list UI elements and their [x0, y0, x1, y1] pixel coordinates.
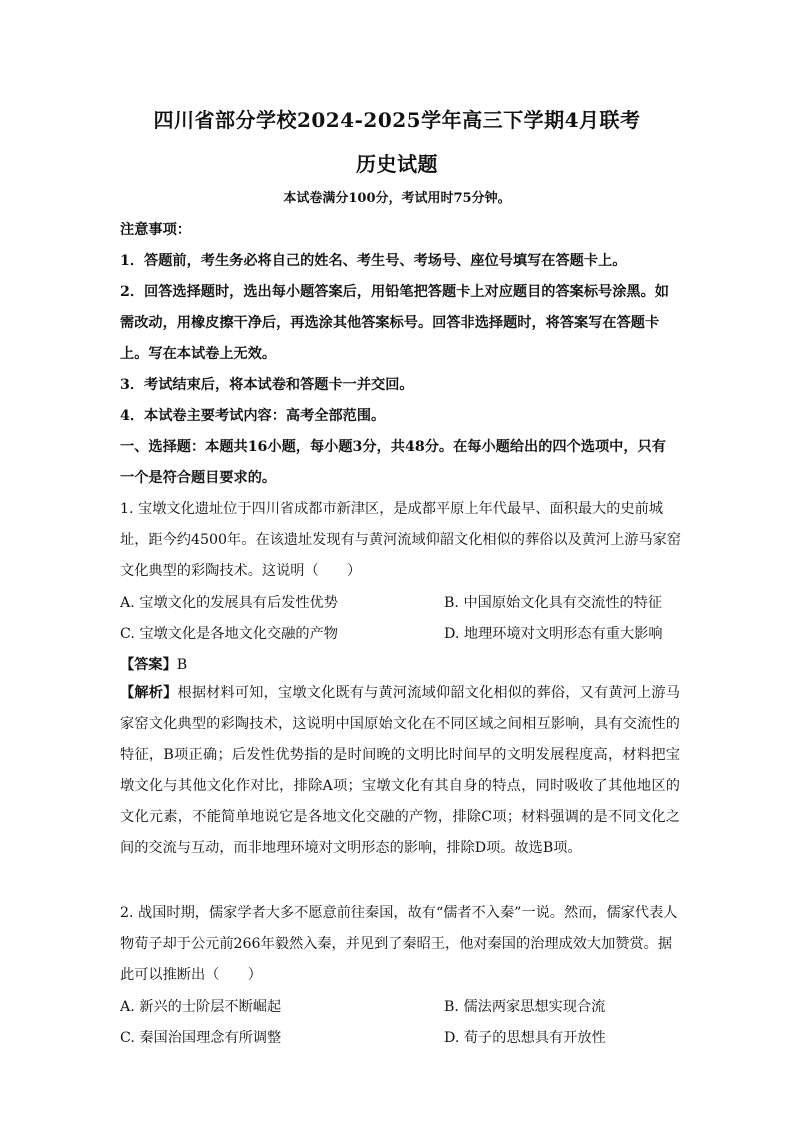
- q2-option-d: D. 荀子的思想具有开放性: [444, 1030, 606, 1046]
- q1-option-b: B. 中国原始文化具有交流性的特征: [444, 595, 663, 611]
- q1-analysis: [120, 678, 680, 864]
- analysis-text: 根据材料可知，宝墩文化既有与黄河流域仰韶文化相似的葬俗，又有黄河上游马家窑文化典型的彩陶技术，这说明中国原始文化在不同区域之间相互影响，具有交流性的特征，B项正确；后发性优势指的是时间晚的文明比时间早的文明发展程度高，材料把宝墩文化与其他文化作对比，排除A项；宝墩文化有其自身的特点，同时吸收了其他地区的文化元素，不能简单地说它是各地文化交融的产物，排除C项；材料强调的是不同文化之间的交流与互动，而非地理环境对文明形态的影响，排除D项。故选B项。: [120, 685, 680, 856]
- notice-item-4: 4．本试卷主要考试内容：高考全部范围。: [120, 408, 386, 424]
- q2-option-c: C. 秦国治国理念有所调整: [120, 1030, 282, 1046]
- q1-answer: [120, 654, 187, 674]
- section-heading: 一、选择题：本题共16小题，每小题3分，共48分。在每小题给出的四个选项中，只有: [120, 439, 666, 455]
- notice-item-2: 2．回答选择题时，选出每小题答案后，用铅笔把答题卡上对应题目的答案标号涂黑。如: [120, 284, 669, 300]
- notice-item-3: 3．考试结束后，将本试卷和答题卡一并交回。: [120, 377, 414, 393]
- notice-item-2-end: 上。写在本试卷上无效。: [120, 346, 277, 362]
- notice-heading: 注意事项：: [120, 222, 191, 238]
- q2-stem-line-3: 此可以推断出（ ）: [120, 967, 262, 983]
- q1-option-a: A. 宝墩文化的发展具有后发性优势: [120, 595, 338, 611]
- q1-stem-line-3: 文化典型的彩陶技术。这说明（ ）: [120, 563, 362, 579]
- q2-stem-line-2: 物荀子却于公元前266年毅然入秦，并见到了秦昭王，他对秦国的治理成效大加赞赏。据: [120, 936, 673, 952]
- answer-value: B: [176, 657, 188, 673]
- q1-stem-line-1: 1. 宝墩文化遗址位于四川省成都市新津区，是成都平原上年代最早、面积最大的史前城: [120, 501, 663, 517]
- subject-title: 历史试题: [356, 152, 438, 176]
- section-heading-cont: 一个是符合题目要求的。: [120, 470, 277, 486]
- analysis-label: 【解析】: [120, 685, 178, 701]
- q2-stem-line-1: 2. 战国时期，儒家学者大多不愿意前往秦国，故有“儒者不入秦”一说。然而，儒家代表人: [120, 905, 678, 921]
- q1-option-c: C. 宝墩文化是各地文化交融的产物: [120, 626, 338, 642]
- notice-item-2-cont: 需改动，用橡皮擦干净后，再选涂其他答案标号。回答非选择题时，将答案写在答题卡: [120, 315, 660, 331]
- q2-option-b: B. 儒法两家思想实现合流: [444, 999, 606, 1015]
- answer-label: 【答案】: [120, 657, 177, 673]
- q1-stem-line-2: 址，距今约4500年。在该遗址发现有与黄河流域仰韶文化相似的葬俗以及黄河上游马家窑: [120, 532, 682, 548]
- exam-note: 本试卷满分100分，考试用时75分钟。: [283, 191, 511, 206]
- q1-option-d: D. 地理环境对文明形态有重大影响: [444, 626, 663, 642]
- exam-title: 四川省部分学校2024-2025学年高三下学期4月联考: [153, 108, 641, 132]
- notice-item-1: 1．答题前，考生务必将自己的姓名、考生号、考场号、座位号填写在答题卡上。: [120, 253, 627, 269]
- q2-option-a: A. 新兴的士阶层不断崛起: [120, 999, 282, 1015]
